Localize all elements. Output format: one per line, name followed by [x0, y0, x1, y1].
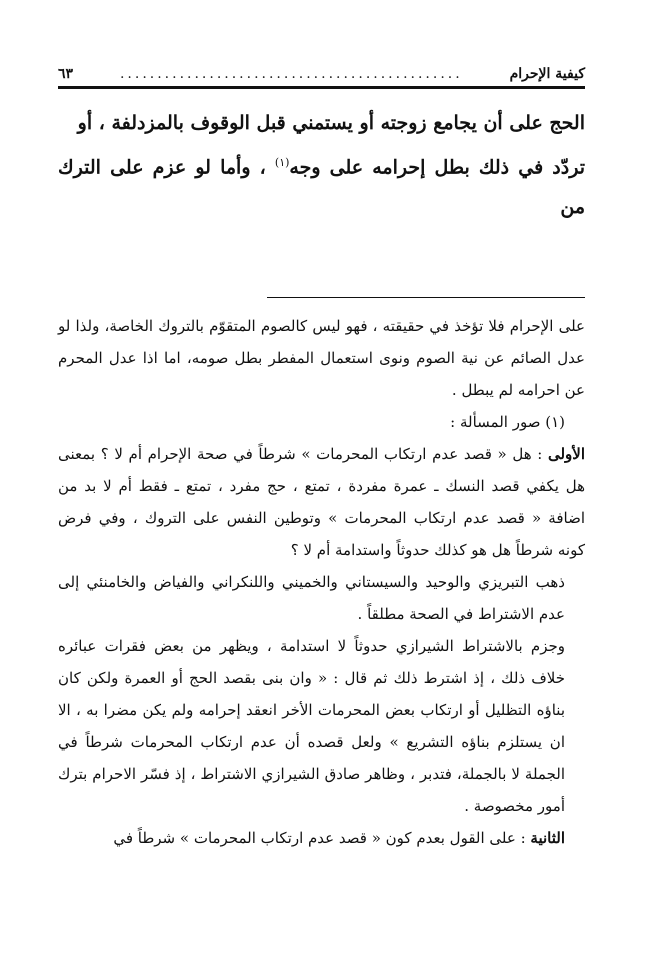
- main-text: [58, 103, 585, 227]
- header-dot-leader: ..............................................: [119, 66, 463, 82]
- first-case-text: : هل « قصد عدم ارتكاب المحرمات » شرطاً في صحة الإحرام أم لا ؟ بمعنى هل يكفي قصد النسك ـ عمرة مفردة ، تمتع ، حج مفرد ، تمتع ـ فقط أم لا بد من اضافة « قصد عدم ارتكاب المحرمات » وتوطين النفس على التروك ، وفي فرض كونه شرطاً هل هو كذلك حدوثاً واستدامة أم لا ؟: [58, 445, 585, 560]
- main-text-line-2: [58, 143, 585, 227]
- header-rule: [58, 86, 585, 89]
- book-page: [58, 58, 585, 854]
- main-text-line-1: الحج على أن يجامع زوجته أو يستمني قبل الوقوف بالمزدلفة ، أو: [77, 112, 585, 134]
- footnote-shirazi-paragraph: وجزم بالاشتراط الشيرازي حدوثاً لا استدامة ، ويظهر من بعض فقرات عبائره خلاف ذلك ، إذ اشترط ذلك ثم قال : « وان بنى بقصد الحج أو العمرة ولكن كان بناؤه التظليل أو ارتكاب بعض المحرمات الأخر انعقد إحرامه ولم يكن مضرا به ، الا ان يستلزم بناؤه التشريع » ولعل قصده أن عدم ارتكاب المحرمات شرطاً في الجملة لا بالجملة، فتدبر ، وظاهر صادق الشيرازي الاشتراط ، إذ فسّر الاحرام بترك أمور مخصوصة .: [58, 637, 565, 816]
- footnotes-section: [58, 310, 585, 854]
- footnote-1-label: (١) صور المسألة :: [450, 413, 565, 432]
- header-title: كيفية الإحرام: [509, 66, 585, 82]
- running-header: [58, 58, 585, 82]
- footnote-continued: على الإحرام فلا تؤخذ في حقيقته ، فهو ليس كالصوم المتقوّم بالتروك الخاصة، ولذا لو عدل الصائم عن نية الصوم ونوى استعمال المفطر بطل صومه، اما اذا عدل المحرم عن احرامه لم يبطل .: [58, 317, 585, 400]
- main-text-line-2-end: ، وأما لو عزم على الترك من: [58, 156, 585, 219]
- second-case-lead: الثانية: [530, 829, 565, 848]
- second-case-text: : على القول بعدم كون « قصد عدم ارتكاب المحرمات » شرطاً في: [113, 829, 531, 848]
- main-text-line-2-start: تردّد في ذلك بطل إحرامه على وجه: [289, 156, 585, 179]
- footnote-scholars-paragraph: ذهب التبريزي والوحيد والسيستاني والخميني واللنكراني والفياض والخامنئي إلى عدم الاشتراط في الصحة مطلقاً .: [58, 573, 565, 624]
- footnote-separator: [267, 297, 585, 298]
- page-number: ٦٣: [58, 66, 74, 82]
- footnote-first-case: [58, 438, 585, 566]
- first-case-lead: الأولى: [547, 445, 585, 464]
- footnote-second-case: [58, 822, 585, 854]
- footnote-reference[interactable]: (١): [274, 156, 290, 169]
